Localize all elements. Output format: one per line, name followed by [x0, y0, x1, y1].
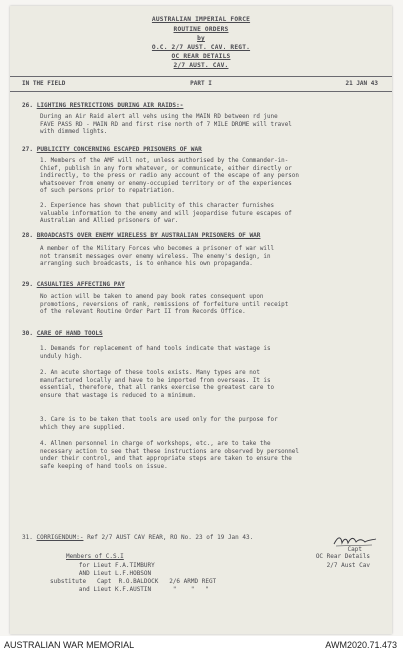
footer-institution: AUSTRALIAN WAR MEMORIAL [4, 640, 135, 650]
section-number: 29. [22, 281, 34, 288]
corrigendum-text: Ref 2/7 AUST CAV REAR, RO No. 23 of 19 Jan 43. [87, 534, 254, 541]
part-label: PART I [190, 80, 212, 87]
paragraph: 1. Demands for replacement of hand tools indicate that wastage is unduly high. [40, 346, 271, 360]
paragraph: 3. Care is to be taken that tools are used only for the purpose for which they are supplied. [40, 417, 278, 431]
section-heading: CORRIGENDUM:- [36, 534, 84, 541]
footer-accession-number: AWM2020.71.473 [325, 640, 397, 650]
header-line-3: by [197, 35, 205, 42]
section-heading: BROADCASTS OVER ENEMY WIRELESS BY AUSTRALIAN PRISONERS OF WAR [36, 232, 261, 239]
section-number: 30. [22, 330, 34, 337]
section-title [22, 102, 183, 109]
section-heading: CARE OF HAND TOOLS [36, 330, 103, 337]
date-label: 21 JAN 43 [345, 80, 378, 87]
paragraph: 2. Experience has shown that publicity of this character furnishes valuable information to the enemy and will jeopardise future escapes of Australian and Allied prisoners of war. [40, 203, 292, 225]
signatory-rank: Capt [347, 546, 362, 553]
section-title [22, 330, 103, 337]
divider [10, 76, 392, 77]
place-label: IN THE FIELD [22, 80, 66, 87]
section-title [22, 232, 260, 239]
footer-bar [0, 636, 403, 653]
section-title [22, 281, 125, 288]
paragraph: A member of the Military Forces who becomes a prisoner of war will not transmit messages over enemy wireless. The enemy's design, in arranging such broadcasts, is to enhance his own propaganda. [40, 246, 275, 268]
header-line-4: O.C. 2/7 AUST. CAV. REGT. [151, 44, 251, 51]
section-heading: CASUALTIES AFFECTING PAY [36, 281, 125, 288]
section-heading: PUBLICITY CONCERNING ESCAPED PRISONERS OF WAR [36, 146, 202, 153]
divider [10, 91, 392, 92]
paragraph: 4. Allmen personnel in charge of workshops, etc., are to take the necessary action to see that these instructions are observed by personnel under their control, and that appropriate steps are taken to ensure the safe keeping of hand tools on issue. [40, 441, 299, 470]
paragraph: During an Air Raid alert all vehs using the MAIN RD between rd june FAVE PASS RD - MAIN RD and first rise north of 7 MILE DROME will travel with dimmed lights. [40, 114, 292, 136]
section-number: 31. [22, 534, 33, 541]
header-line-5: OC REAR DETAILS [171, 53, 231, 60]
section-number: 26. [22, 102, 34, 109]
paragraph: No action will be taken to amend pay book rates consequent upon promotions, reversions of rank, remissions of forfeiture until receipt of the relevant Routine Order Part II from Records Office. [40, 294, 289, 316]
substitution-lines: for Lieut F.A.TIMBURY AND Lieut L.F.HOBSON substitute Capt R.O.BALDOCK 2/6 ARMD REGT and Lieut K.F.AUSTIN " " " [50, 562, 217, 593]
signatory-title: OC Rear Details [315, 553, 370, 560]
section-title [22, 146, 202, 153]
header-line-1: AUSTRALIAN IMPERIAL FORCE [151, 16, 251, 23]
members-heading: Members of C.S.I [66, 553, 124, 560]
section-number: 27. [22, 146, 34, 153]
document-page [10, 6, 392, 634]
header-line-2: ROUTINE ORDERS [173, 26, 229, 33]
header-line-6: 2/7 AUST. CAV. [173, 62, 229, 69]
corrigendum [22, 534, 253, 541]
signatory-unit: 2/7 Aust Cav [326, 562, 370, 569]
paragraph: 2. An acute shortage of these tools exists. Many types are not manufactured locally and have to be imported from overseas. It is essential, therefore, that all ranks exercise the greatest care to ensure that wastage is reduced to a minimum. [40, 370, 275, 399]
section-number: 28. [22, 232, 34, 239]
section-heading: LIGHTING RESTRICTIONS DURING AIR RAIDS:- [36, 102, 184, 109]
paragraph: 1. Members of the AMF will not, unless authorised by the Commander-in- Chief, publish in any form whatever, or communicate, either directly or indirectly, to the press or radio any account of the escape of any person whatsoever from enemy or enemy-occupied territory or of the experiences of such persons prior to repatriation. [40, 158, 299, 195]
